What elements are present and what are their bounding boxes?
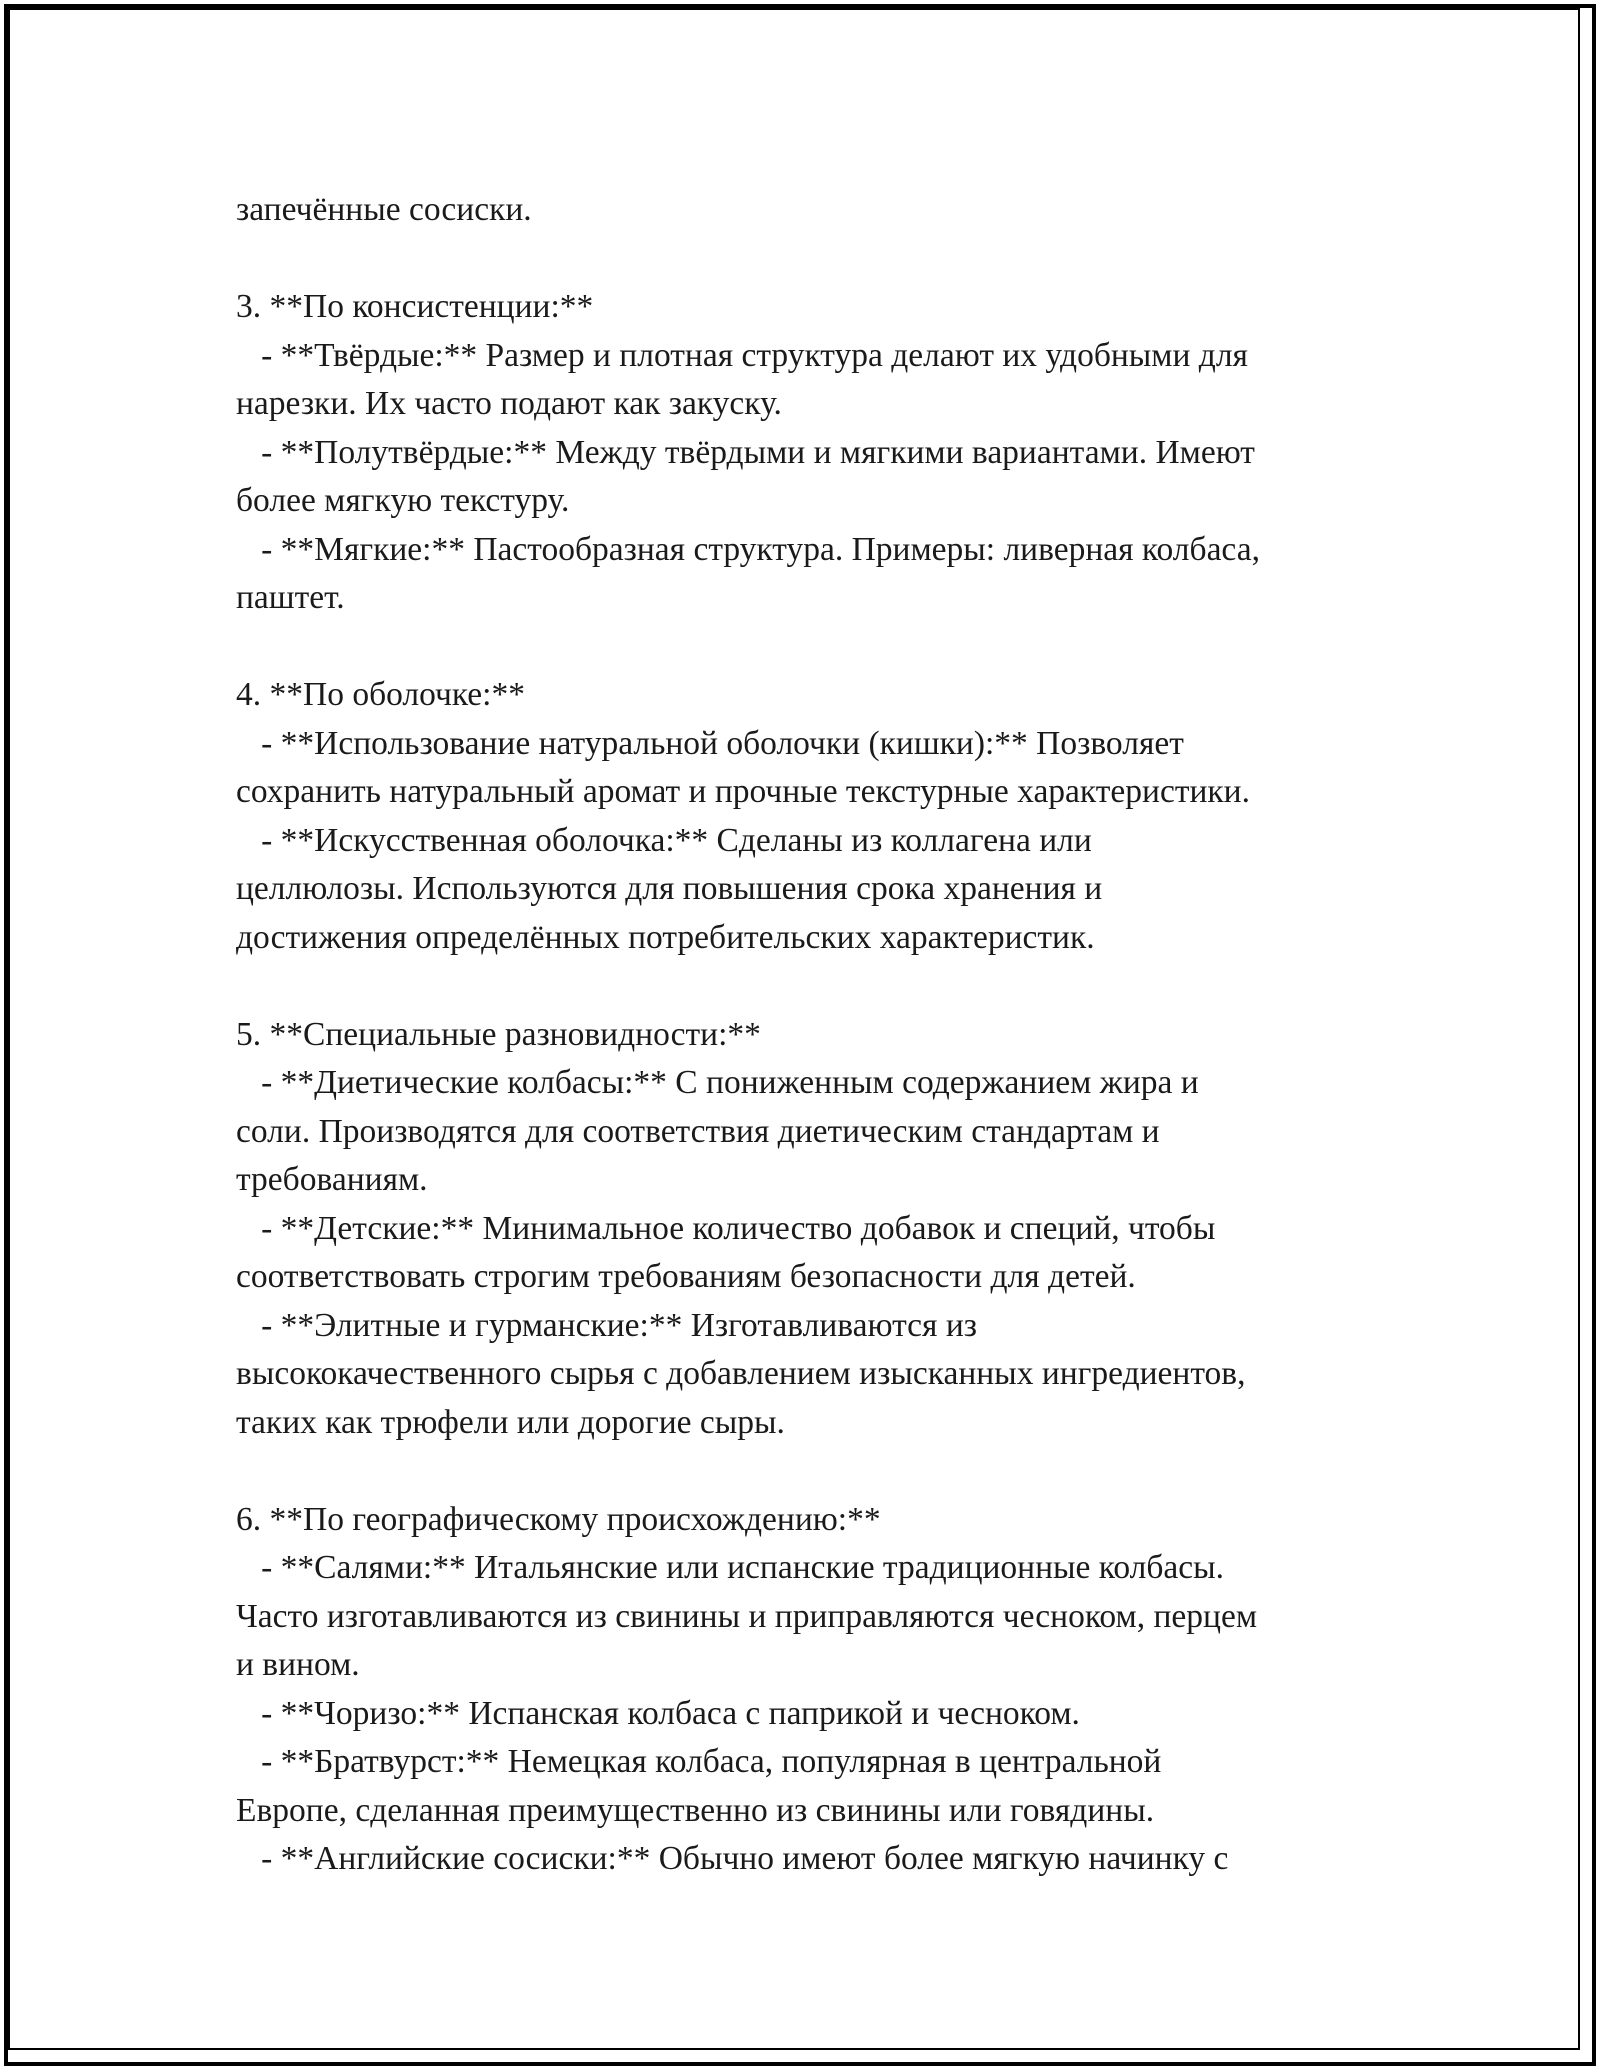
blank-line: [236, 235, 1396, 284]
text-line: требованиям.: [236, 1161, 428, 1198]
section-heading-casing: 4. **По оболочке:**: [236, 676, 525, 713]
text-line: - **Чоризо:** Испанская колбаса с паприкой и чесноком.: [236, 1694, 1080, 1732]
text-line: - **Твёрдые:** Размер и плотная структура делают их удобными для: [236, 336, 1248, 374]
text-line: Европе, сделанная преимущественно из свинины или говядины.: [236, 1791, 1155, 1829]
text-line: - **Детские:** Минимальное количество добавок и специй, чтобы: [236, 1209, 1216, 1247]
text-line: запечённые сосиски.: [236, 191, 532, 228]
text-line: - **Братвурст:** Немецкая колбаса, популярная в центральной: [236, 1743, 1162, 1780]
text-line: - **Диетические колбасы:** С пониженным содержанием жира и: [236, 1064, 1199, 1101]
section-heading-geography: 6. **По географическому происхождению:**: [236, 1500, 881, 1538]
text-line: и вином.: [236, 1646, 360, 1683]
text-line: паштет.: [236, 579, 345, 616]
text-line: высококачественного сырья с добавлением изысканных ингредиентов,: [236, 1355, 1246, 1392]
text-line: - **Английские сосиски:** Обычно имеют более мягкую начинку с: [236, 1840, 1229, 1877]
section-heading-special: 5. **Специальные разновидности:**: [236, 1015, 761, 1053]
text-line: более мягкую текстуру.: [236, 482, 570, 519]
text-line: - **Мягкие:** Пастообразная структура. Примеры: ливерная колбаса,: [236, 530, 1260, 568]
blank-line: [236, 1447, 1396, 1496]
blank-line: [236, 962, 1396, 1011]
document-body: [236, 186, 1396, 1884]
text-line: нарезки. Их часто подают как закуску.: [236, 385, 782, 422]
text-line: таких как трюфели или дорогие сыры.: [236, 1403, 785, 1441]
text-line: достижения определённых потребительских характеристик.: [236, 918, 1095, 956]
text-line: - **Искусственная оболочка:** Сделаны из коллагена или: [236, 821, 1092, 859]
text-line: соли. Производятся для соответствия диетическим стандартам и: [236, 1112, 1160, 1150]
text-line: - **Полутвёрдые:** Между твёрдыми и мягкими вариантами. Имеют: [236, 433, 1255, 471]
text-line: - **Элитные и гурманские:** Изготавливаются из: [236, 1306, 977, 1344]
text-line: - **Использование натуральной оболочки (кишки):** Позволяет: [236, 724, 1184, 762]
text-line: - **Салями:** Итальянские или испанские традиционные колбасы.: [236, 1549, 1225, 1586]
text-line: Часто изготавливаются из свинины и приправляются чесноком, перцем: [236, 1597, 1258, 1635]
text-line: сохранить натуральный аромат и прочные текстурные характеристики.: [236, 773, 1250, 810]
text-line: целлюлозы. Используются для повышения срока хранения и: [236, 870, 1103, 907]
text-line: соответствовать строгим требованиям безопасности для детей.: [236, 1258, 1136, 1295]
section-heading-consistency: 3. **По консистенции:**: [236, 288, 594, 325]
blank-line: [236, 623, 1396, 672]
